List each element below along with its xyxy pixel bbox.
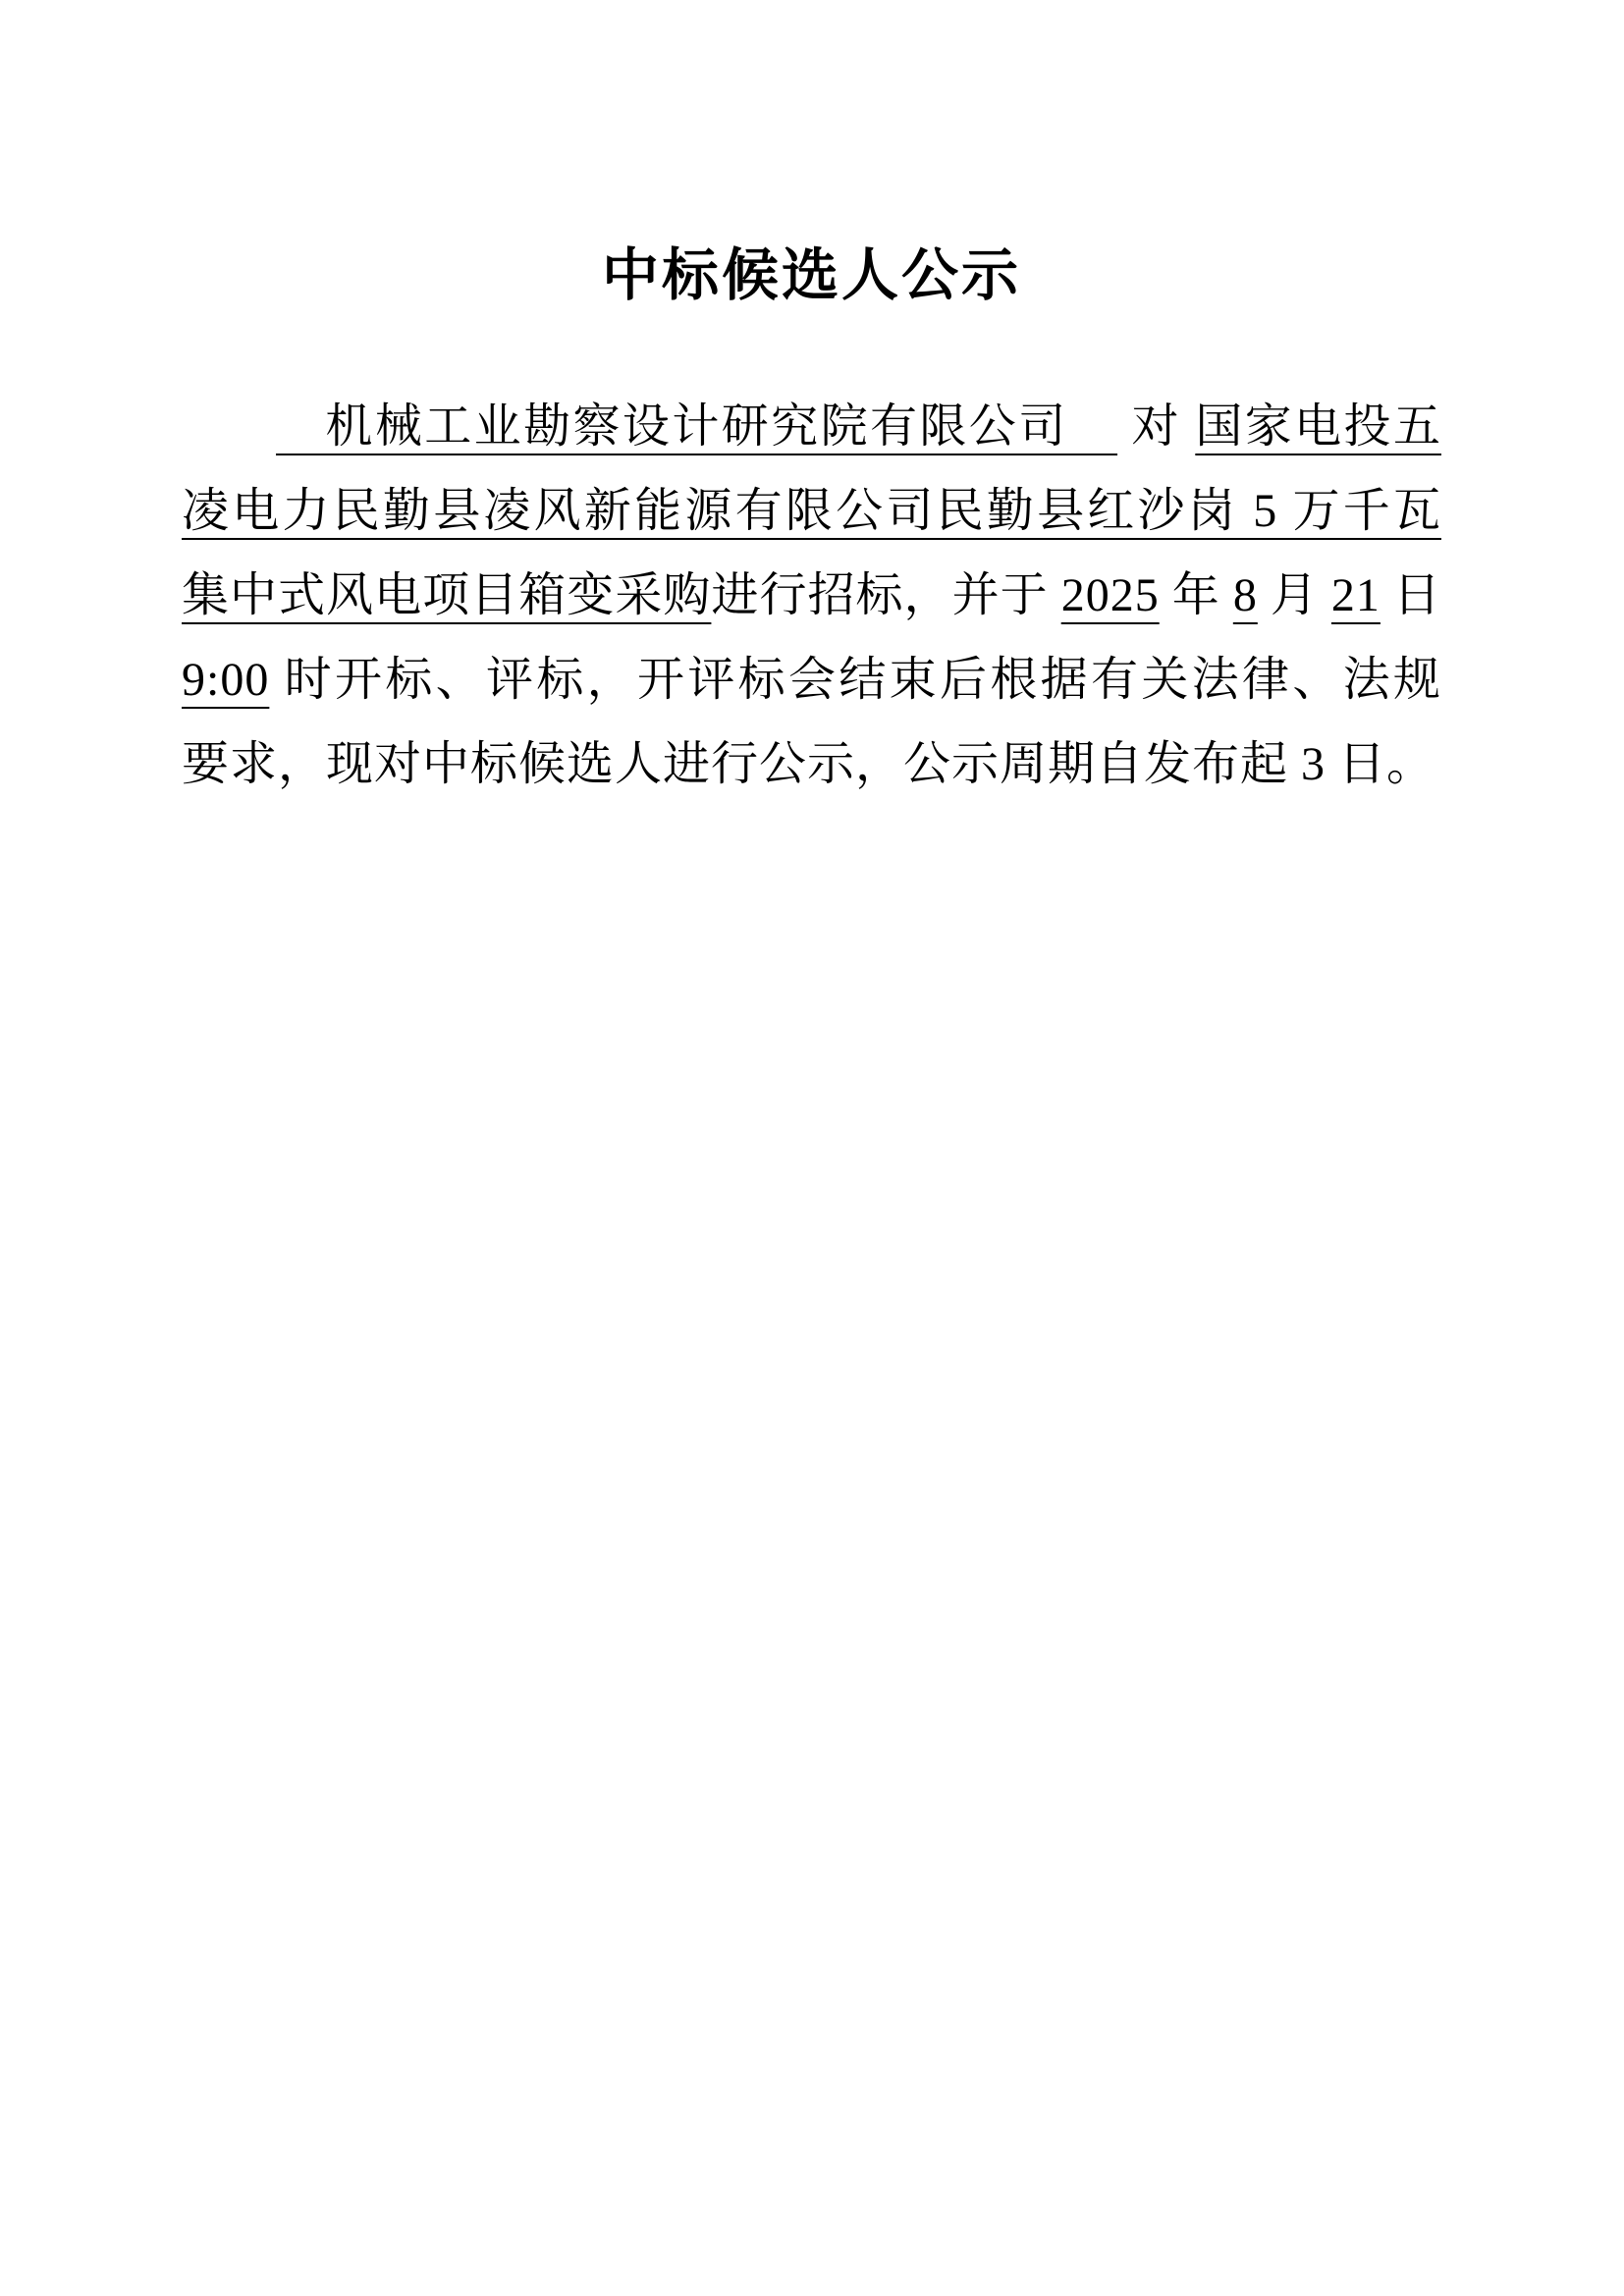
plain-text: 时开标、评标，开评标会结束后根据有关法律、法规 <box>269 654 1441 706</box>
bid-day-underlined: 21 <box>1330 569 1380 621</box>
plain-text: 要求，现对中标候选人进行公示，公示周期自发布起 3 日。 <box>182 738 1435 790</box>
paragraph-line-3 <box>182 554 1441 638</box>
bid-month-underlined: 8 <box>1232 569 1258 621</box>
bid-time-underlined: 9:00 <box>182 654 270 706</box>
project-name-underlined: 凌电力民勤县凌风新能源有限公司民勤县红沙岗 5 万千瓦 <box>182 485 1441 537</box>
page-title: 中标候选人公示 <box>601 243 1021 307</box>
bid-year-underlined: 2025 <box>1060 569 1160 621</box>
plain-text: 月 <box>1257 569 1331 621</box>
plain-text: 年 <box>1159 569 1233 621</box>
project-name-underlined: 国家电投五 <box>1195 400 1441 453</box>
paragraph-line-1 <box>182 385 1441 469</box>
plain-text: 进行招标，并于 <box>711 569 1061 621</box>
paragraph-line-2 <box>182 469 1441 554</box>
project-name-underlined: 集中式风电项目箱变采购 <box>182 569 712 621</box>
plain-text: 日 <box>1380 569 1441 621</box>
plain-text: 对 <box>1117 400 1196 453</box>
paragraph-line-4 <box>182 638 1441 722</box>
paragraph-line-5 <box>182 722 1441 807</box>
tenderer-name-underlined: 机械工业勘察设计研究院有限公司 <box>276 400 1118 453</box>
